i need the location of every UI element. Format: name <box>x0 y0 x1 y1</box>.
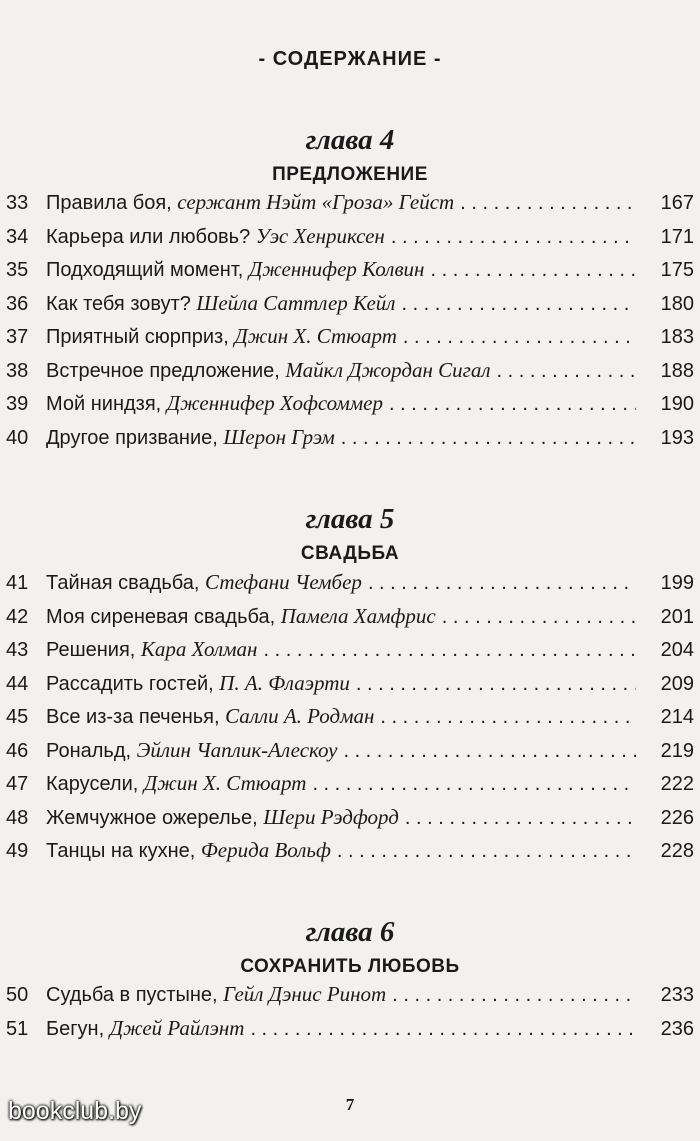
leader-dots <box>343 740 636 763</box>
entry-page: 188 <box>660 359 694 382</box>
entry-title: Карьера или любовь? <box>46 225 251 248</box>
entry-page: 226 <box>660 806 694 829</box>
entry-text <box>46 358 491 383</box>
entry-page: 175 <box>660 259 694 281</box>
entry-page: 214 <box>660 706 694 728</box>
entry-number: 44 <box>6 672 29 695</box>
contents-heading: - СОДЕРЖАНИЕ - <box>258 48 442 70</box>
entry-title: Рональд, <box>46 739 132 762</box>
entry-author: Гейл Дэнис Ринот <box>223 982 387 1006</box>
toc-entry <box>0 1016 700 1050</box>
toc-entry <box>0 604 700 638</box>
entry-number: 33 <box>6 192 29 214</box>
entry-title: Другое призвание, <box>46 426 218 449</box>
entry-page: 201 <box>660 605 694 628</box>
chapter-title: ПРЕДЛОЖЕНИЕ <box>272 164 428 185</box>
entry-author: Майкл Джордан Сигал <box>285 357 491 382</box>
toc-entry <box>0 771 700 805</box>
leader-dots <box>312 773 636 796</box>
entry-number: 47 <box>6 773 29 795</box>
entry-number: 46 <box>6 739 29 762</box>
toc-entry <box>0 570 700 604</box>
toc-entry <box>0 738 700 772</box>
chapter-title: СВАДЬБА <box>300 543 400 564</box>
entry-text <box>46 704 374 729</box>
entry-title: Жемчужное ожерелье, <box>46 806 258 829</box>
entry-text <box>46 982 386 1007</box>
entry-text <box>46 391 383 416</box>
entry-text <box>46 257 424 282</box>
entry-page: 228 <box>660 840 694 862</box>
leader-dots <box>380 706 636 729</box>
entry-number: 34 <box>6 225 29 248</box>
entry-author: Эйлин Чаплик-Алескоу <box>136 737 338 762</box>
entry-page: 171 <box>660 225 694 248</box>
entry-title: Приятный сюрприз, <box>46 326 229 348</box>
leader-dots <box>401 293 636 316</box>
toc-entry <box>0 704 700 738</box>
leader-dots <box>460 192 636 215</box>
chapter-label: глава 6 <box>305 916 395 948</box>
entry-text <box>46 771 306 796</box>
entry-page: 236 <box>660 1017 694 1040</box>
toc-entry <box>0 190 700 224</box>
entry-author: Дженнифер Колвин <box>248 257 425 281</box>
chapter-heading <box>0 124 700 188</box>
entry-text <box>46 671 350 696</box>
toc-entry <box>0 291 700 325</box>
entry-text <box>46 190 454 215</box>
entry-author: Джин Х. Стюарт <box>143 771 307 795</box>
leader-dots <box>368 572 636 595</box>
leader-dots <box>497 360 636 383</box>
entry-author: Уэс Хенриксен <box>255 223 385 248</box>
entry-title: Бегун, <box>46 1017 105 1040</box>
entry-page: 209 <box>660 672 694 695</box>
leader-dots <box>263 639 636 662</box>
chapter-title: СОХРАНИТЬ ЛЮБОВЬ <box>240 956 460 977</box>
toc-section <box>0 570 700 872</box>
entry-author: Ферида Вольф <box>200 838 331 862</box>
entry-title: Мой ниндзя, <box>46 393 162 415</box>
entry-author: Шейла Саттлер Кейл <box>196 290 396 315</box>
chapter-heading <box>0 916 700 980</box>
entry-page: 193 <box>660 426 694 449</box>
toc-entry <box>0 425 700 459</box>
leader-dots <box>250 1018 636 1041</box>
toc-section <box>0 982 700 1049</box>
toc-entry <box>0 324 700 358</box>
toc-entry <box>0 637 700 671</box>
entry-text <box>46 805 399 830</box>
entry-text <box>46 291 395 316</box>
entry-title: Все из-за печенья, <box>46 706 220 728</box>
entry-author: Джей Райлэнт <box>109 1015 245 1040</box>
entry-number: 50 <box>6 984 29 1006</box>
entry-title: Карусели, <box>46 773 139 795</box>
entry-number: 35 <box>6 259 29 281</box>
leader-dots <box>341 427 636 450</box>
watermark: bookclub.by <box>8 1097 142 1125</box>
entry-page: 199 <box>660 572 694 594</box>
leader-dots <box>403 326 636 349</box>
entry-number: 45 <box>6 706 29 728</box>
entry-text <box>46 224 385 249</box>
leader-dots <box>430 259 636 282</box>
entry-text <box>46 1016 244 1041</box>
leader-dots <box>391 226 636 249</box>
entry-title: Решения, <box>46 639 136 661</box>
entry-number: 51 <box>6 1017 29 1040</box>
entry-author: Стефани Чембер <box>205 570 362 594</box>
entry-page: 190 <box>660 393 694 415</box>
entry-author: Салли А. Родман <box>225 704 375 728</box>
entry-page: 167 <box>660 192 694 214</box>
entry-number: 36 <box>6 292 29 315</box>
entry-author: Джин Х. Стюарт <box>234 324 397 348</box>
entry-page: 233 <box>660 984 694 1006</box>
entry-author: Шери Рэдфорд <box>263 804 399 829</box>
leader-dots <box>337 840 636 863</box>
entry-author: Кара Холман <box>140 637 258 661</box>
entry-title: Тайная свадьба, <box>46 572 200 594</box>
entry-title: Моя сиреневая свадьба, <box>46 605 276 628</box>
entry-number: 39 <box>6 393 29 415</box>
entry-text <box>46 637 257 662</box>
entry-page: 222 <box>660 773 694 795</box>
chapter-label: глава 5 <box>305 503 395 535</box>
entry-number: 49 <box>6 840 29 862</box>
toc-entry <box>0 224 700 258</box>
entry-page: 219 <box>660 739 694 762</box>
toc-entry <box>0 838 700 872</box>
entry-title: Подходящий момент, <box>46 259 244 281</box>
toc-entry <box>0 805 700 839</box>
entry-text <box>46 570 362 595</box>
entry-author: Дженнифер Хофсоммер <box>166 391 383 415</box>
entry-title: Танцы на кухне, <box>46 840 196 862</box>
entry-page: 204 <box>660 639 694 661</box>
entry-author: Памела Хамфрис <box>280 603 436 628</box>
entry-page: 180 <box>660 292 694 315</box>
toc-entry <box>0 982 700 1016</box>
entry-number: 41 <box>6 572 29 594</box>
toc-entry <box>0 257 700 291</box>
chapter-heading <box>0 503 700 567</box>
entry-title: Как тебя зовут? <box>46 292 191 315</box>
entry-author: П. А. Флаэрти <box>219 670 350 695</box>
entry-number: 48 <box>6 806 29 829</box>
leader-dots <box>356 673 636 696</box>
toc-entry <box>0 358 700 392</box>
entry-page: 183 <box>660 326 694 348</box>
entry-text <box>46 838 331 863</box>
toc-entry <box>0 391 700 425</box>
entry-number: 42 <box>6 605 29 628</box>
entry-title: Встречное предложение, <box>46 359 280 382</box>
entry-text <box>46 738 337 763</box>
entry-title: Правила боя, <box>46 192 172 214</box>
entry-author: Шерон Грэм <box>223 424 335 449</box>
leader-dots <box>389 393 636 416</box>
entry-text <box>46 604 436 629</box>
entry-text <box>46 324 397 349</box>
chapter-label: глава 4 <box>305 124 395 156</box>
leader-dots <box>392 984 636 1007</box>
leader-dots <box>405 807 636 830</box>
entry-text <box>46 425 335 450</box>
entry-title: Судьба в пустыне, <box>46 984 218 1006</box>
entry-number: 37 <box>6 326 29 348</box>
leader-dots <box>442 606 636 629</box>
toc-entry <box>0 671 700 705</box>
page-number: 7 <box>345 1095 355 1114</box>
toc-section <box>0 190 700 458</box>
entry-number: 43 <box>6 639 29 661</box>
entry-number: 40 <box>6 426 29 449</box>
entry-title: Рассадить гостей, <box>46 672 214 695</box>
entry-number: 38 <box>6 359 29 382</box>
entry-author: сержант Нэйт «Гроза» Гейст <box>177 190 455 214</box>
